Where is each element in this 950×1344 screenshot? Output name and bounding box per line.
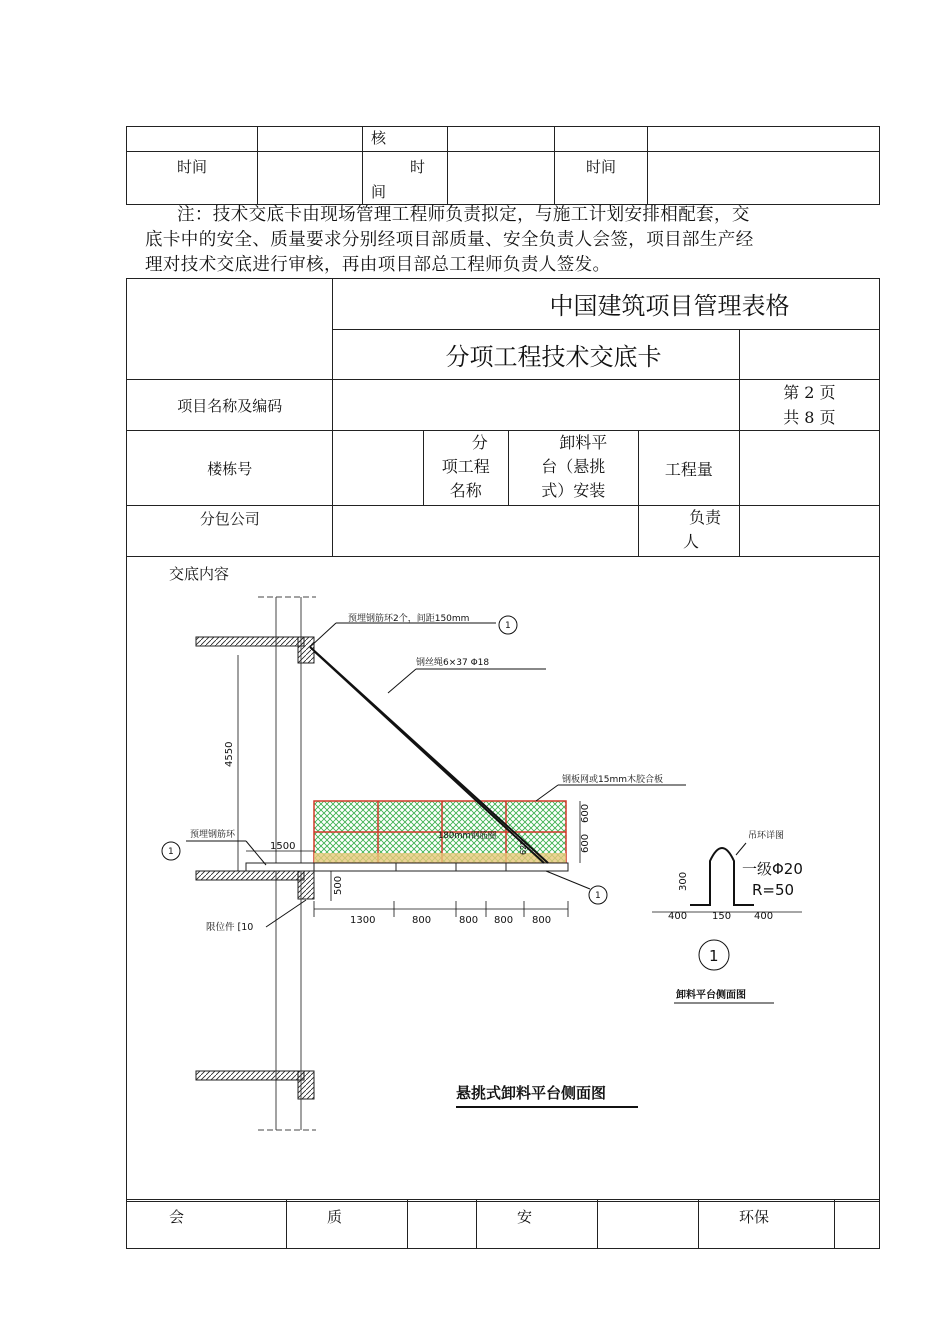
detail-caption: 卸料平台侧面图 [676,990,746,1001]
subcontractor-value [333,506,639,557]
top-signature-table [126,126,880,205]
cell [648,127,880,152]
subcontractor-label: 分包公司 [127,506,333,557]
sign-cell [408,1200,477,1249]
cell [555,127,648,152]
dim-bottom: 800 [532,915,552,926]
dim-bottom: 800 [494,915,514,926]
time-label: 时间 [127,152,258,205]
logo-cell [127,279,333,380]
cell [648,152,880,205]
middle-slab [196,871,314,899]
label-embed-rebar-top: 预埋钢筋环2个，间距150mm [348,614,470,624]
cell: 核 [363,127,448,152]
platform-beam [246,863,568,871]
annotations [162,612,686,933]
label-limit: 限位件 [10 [206,922,254,933]
project-name-label: 项目名称及编码 [127,380,333,431]
subproject-value: 卸料平 台（悬挑 式）安装 [508,431,638,506]
quantity-label: 工程量 [638,431,739,506]
label-gap: 180mm钢筋圈 [438,831,497,841]
project-name-value [333,380,739,431]
lifting-ring-detail [652,829,803,1003]
dim-height: 4550 [224,741,235,767]
note-paragraph: 注：技术交底卡由现场管理工程师负责拟定，与施工计划安排相配套，交 底卡中的安全、质量要求分别经项目部质量、安全负责人会签，项目部生产经 理对技术交底进行审核，再由项目部总工程师负责人签发。 [145,205,754,275]
dim-bottom: 1300 [350,915,376,926]
label-wire-rope: 钢丝绳6×37 Φ18 [416,658,490,668]
responsible-label: 负责 人 [638,506,739,557]
detail-radius: R=50 [752,881,795,899]
sign-cell [598,1200,699,1249]
callout-left: 1 [168,847,174,857]
callout-top: 1 [505,621,511,631]
dim-500: 500 [333,875,344,895]
dim-bottom: 800 [412,915,432,926]
building-label: 楼栋号 [127,431,333,506]
building-value [333,431,423,506]
bottom-slab [196,1071,314,1099]
dim-600-upper: 600 [580,803,591,823]
countersign-row [126,1199,880,1249]
platform-side-view-drawing [126,555,880,1200]
detail-dim-300: 300 [678,871,689,891]
upper-slab [196,637,314,663]
detail-dim: 150 [712,911,732,922]
sign-cell: 质 [287,1200,408,1249]
detail-dim: 400 [754,911,774,922]
form-subtitle: 分项工程技术交底卡 [333,329,739,380]
sign-cell: 安 [477,1200,598,1249]
sign-cell [835,1200,880,1249]
time-label: 时间 [555,152,648,205]
detail-title: 吊环详图 [748,831,785,841]
responsible-value [739,506,879,557]
label-mesh: 钢板网或15mm木胶合板 [562,775,663,785]
content-label: 交底内容 [169,565,230,583]
subproject-label: 分 项工程 名称 [423,431,508,506]
time-label-split: 时 间 [363,152,448,205]
cell [258,127,363,152]
dim-1500: 1500 [270,841,296,852]
detail-circle-label: 1 [709,947,719,965]
dim-bottom: 800 [459,915,479,926]
form-title: 中国建筑项目管理表格 [333,279,880,330]
callout-right: 1 [595,891,601,901]
cell [258,152,363,205]
dim-620: 620 [519,839,528,855]
label-embed-rebar-left: 预埋钢筋环 [190,830,236,840]
sign-cell: 会 [127,1200,287,1249]
cell [739,329,879,380]
detail-grade: 一级Φ20 [742,860,803,878]
quantity-value [739,431,879,506]
page-counter: 第 2 页 共 8 页 [739,380,879,431]
dim-600-lower: 600 [580,833,591,853]
cell [448,127,555,152]
cell [127,127,258,152]
drawing-caption: 悬挑式卸料平台侧面图 [456,1084,607,1102]
cell [448,152,555,205]
detail-dim: 400 [668,911,688,922]
sign-cell: 环保 [699,1200,835,1249]
